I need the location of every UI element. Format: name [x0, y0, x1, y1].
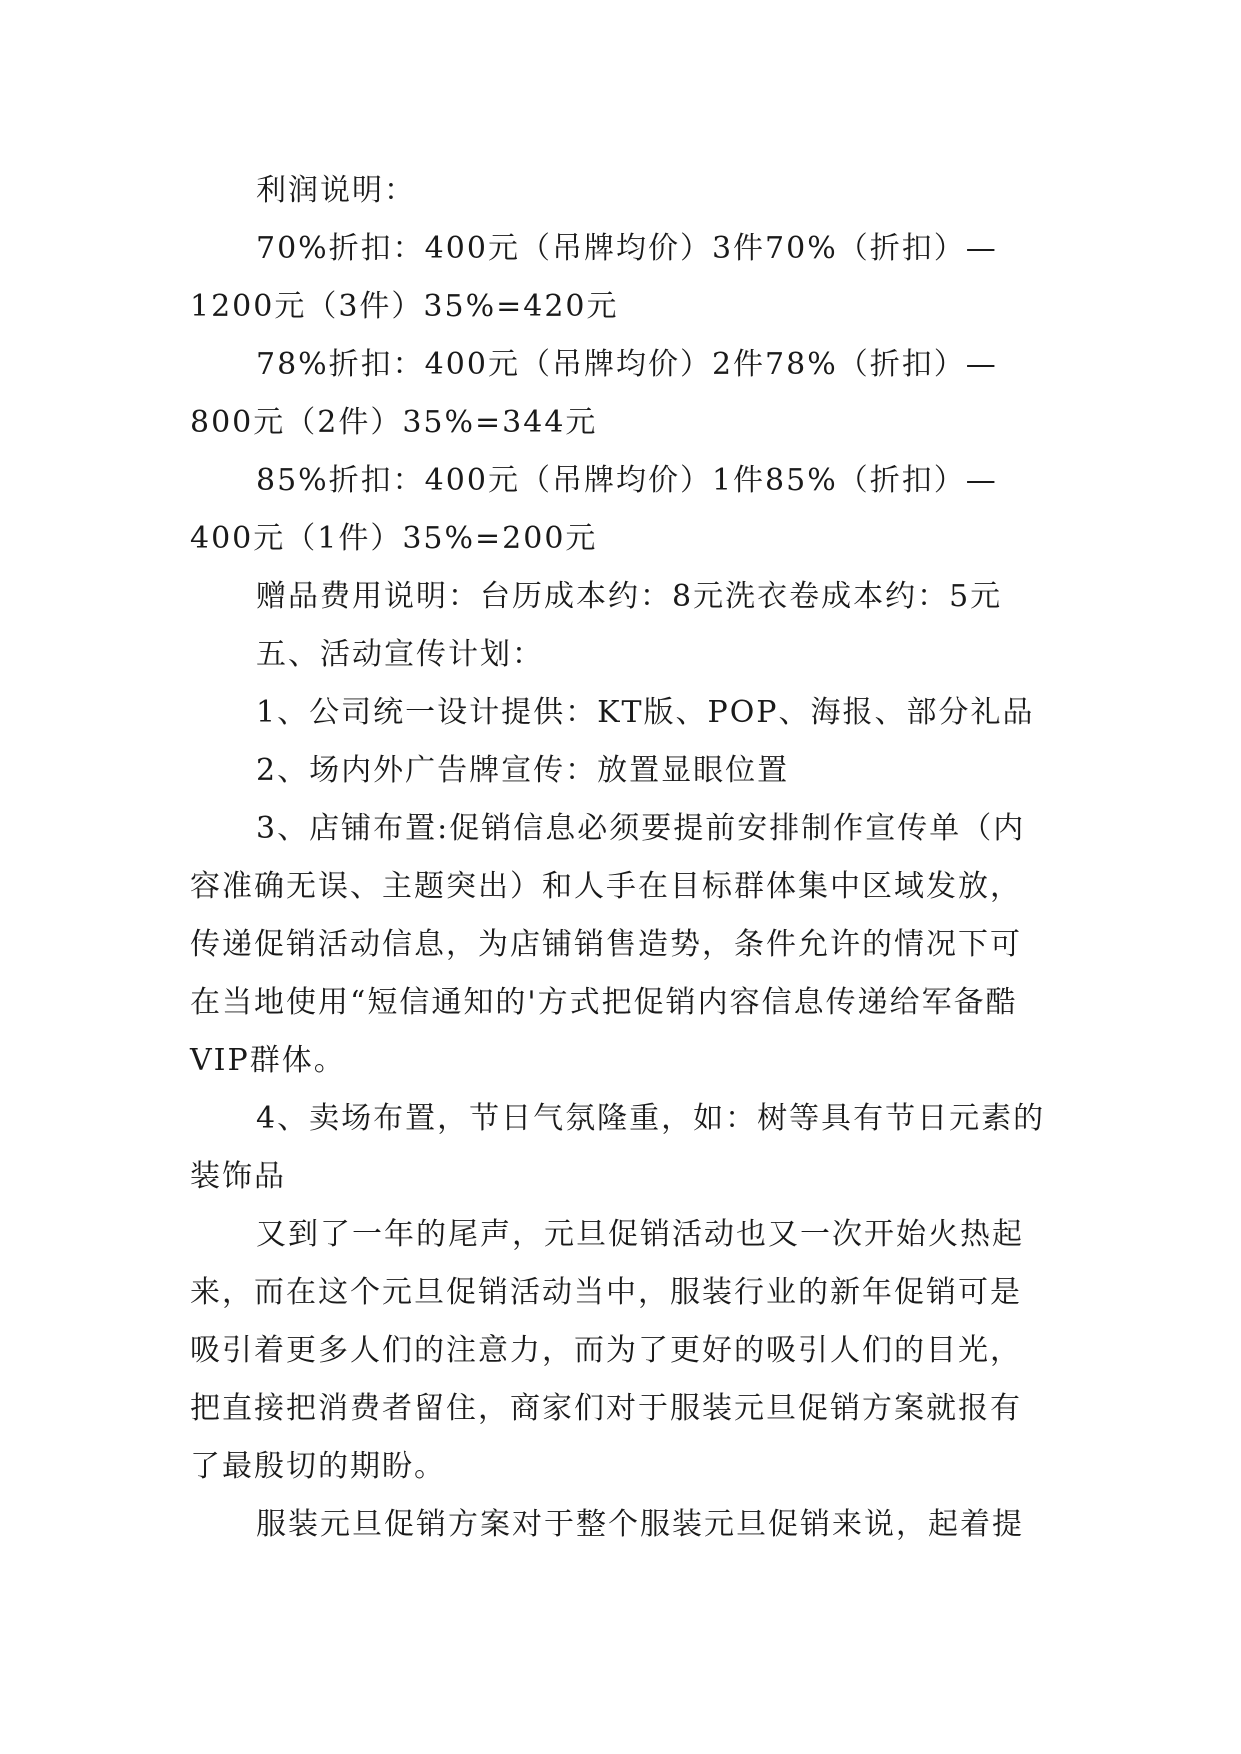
plan-item-3: 3、店铺布置:促销信息必须要提前安排制作宣传单（内容准确无误、主题突出）和人手在目标群体集中区域发放，传递促销活动信息，为店铺销售造势，条件允许的情况下可在当地使用“短信通知的'方式把促销内容信息传递给军备酷VIP群体。	[190, 811, 1026, 1078]
promo-plan-heading: 五、活动宣传计划：	[256, 637, 544, 672]
plan-item-2: 2、场内外广告牌宣传：放置显眼位置	[256, 753, 790, 788]
profit-heading: 利润说明：	[256, 173, 416, 208]
plan-item-1: 1、公司统一设计提供：KT版、POP、海报、部分礼品	[256, 695, 1035, 730]
document-body	[190, 162, 1052, 1554]
discount-85-line: 85%折扣：400元（吊牌均价）1件85%（折扣）—400元（1件）35%=200元	[190, 463, 998, 556]
plan-item-4: 4、卖场布置，节日气氛隆重，如：树等具有节日元素的装饰品	[190, 1101, 1046, 1194]
discount-78-line: 78%折扣：400元（吊牌均价）2件78%（折扣）—800元（2件）35%=344元	[190, 347, 998, 440]
discount-70-line: 70%折扣：400元（吊牌均价）3件70%（折扣）—1200元（3件）35%=420元	[190, 231, 998, 324]
gift-cost-line: 赠品费用说明：台历成本约：8元洗衣卷成本约：5元	[256, 579, 1003, 614]
closing-paragraph: 服装元旦促销方案对于整个服装元旦促销来说，起着提	[256, 1507, 1024, 1542]
intro-paragraph: 又到了一年的尾声，元旦促销活动也又一次开始火热起来，而在这个元旦促销活动当中，服装行业的新年促销可是吸引着更多人们的注意力，而为了更好的吸引人们的目光，把直接把消费者留住，商家们对于服装元旦促销方案就报有了最殷切的期盼。	[190, 1217, 1024, 1484]
